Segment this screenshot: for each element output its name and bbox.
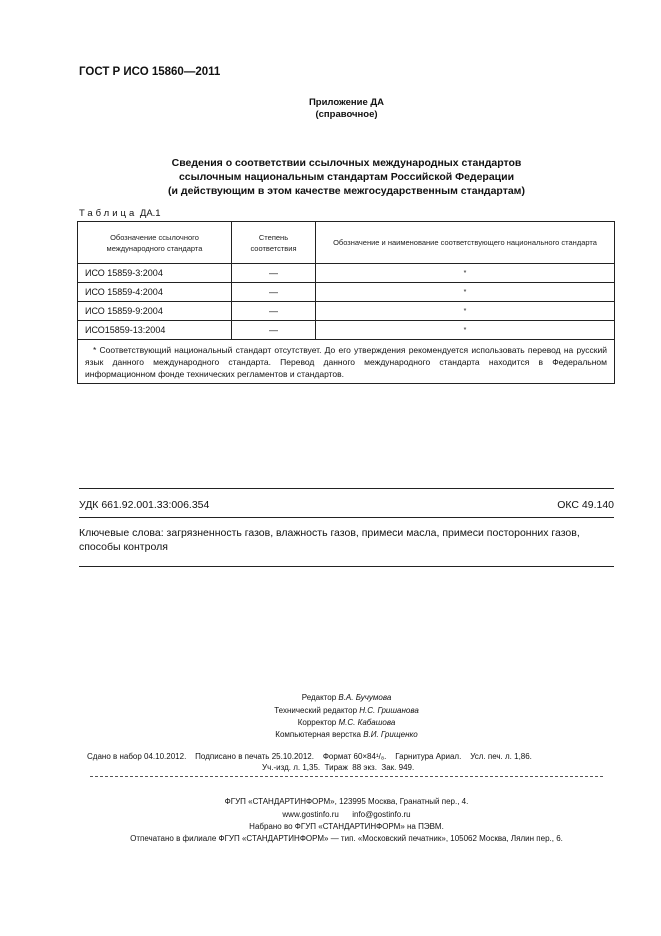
udk-code: УДК 661.92.001.33:006.354 [79, 499, 210, 511]
note-mark: * [93, 345, 97, 355]
print-details-line-1: Сдано в набор 04.10.2012. Подписано в печать 25.10.2012. Формат 60×84¹/₈. Гарнитура Ариал. Усл. печ. л. 1,86. [87, 752, 532, 761]
divider-bottom [79, 566, 614, 567]
cell-national: * [316, 302, 615, 321]
col-header-reference: Обозначение ссылочного международного стандарта [78, 222, 232, 264]
cell-national: * [316, 321, 615, 340]
cell-reference: ИСО 15859-3:2004 [78, 264, 232, 283]
section-title-line-3: (и действующим в этом качестве межгосударственным стандартам) [168, 185, 525, 197]
cell-reference: ИСО 15859-4:2004 [78, 283, 232, 302]
cell-degree: — [232, 283, 316, 302]
dashed-divider [90, 776, 603, 777]
keywords: Ключевые слова: загрязненность газов, влажность газов, примеси масла, примеси посторонних газов, способы контроля [79, 527, 580, 553]
note-text: Соответствующий национальный стандарт отсутствует. До его утверждения рекомендуется использовать перевод на русский язык данного международного стандарта. Перевод данного международного стандарта находится в Федеральном информационном фонде технических регламентов и стандартов. [85, 345, 607, 379]
standard-header: ГОСТ Р ИСО 15860—2011 [79, 66, 221, 78]
table-row [78, 302, 615, 321]
col-header-national: Обозначение и наименование соответствующего национального стандарта [316, 222, 615, 264]
publisher-contacts: www.gostinfo.ru info@gostinfo.ru [282, 810, 411, 819]
table-row [78, 283, 615, 302]
divider-top [79, 488, 614, 489]
table-row [78, 264, 615, 283]
table-caption-word: Таблица [79, 208, 138, 219]
cell-reference: ИСО 15859-9:2004 [78, 302, 232, 321]
typeset-info: Набрано во ФГУП «СТАНДАРТИНФОРМ» на ПЭВМ. [249, 822, 444, 831]
print-details-line-2: Уч.-изд. л. 1,35. Тираж 88 экз. Зак. 949. [262, 763, 415, 772]
publisher-address: ФГУП «СТАНДАРТИНФОРМ», 123995 Москва, Гранатный пер., 4. [224, 797, 469, 806]
oks-code: ОКС 49.140 [557, 499, 614, 511]
cell-degree: — [232, 264, 316, 283]
appendix-subtitle: (справочное) [315, 109, 378, 120]
reference-table [77, 221, 615, 384]
editor-label: Редактор [301, 693, 337, 702]
printed-info: Отпечатано в филиале ФГУП «СТАНДАРТИНФОРМ» — тип. «Московский печатник», 105062 Москва, Лялин пер., 6. [130, 834, 563, 843]
layout-label: Компьютерная верстка [275, 730, 361, 739]
section-title-line-2: ссылочным национальным стандартам Российской Федерации [178, 171, 515, 183]
section-title-line-1: Сведения о соответствии ссылочных международных стандартов [171, 157, 522, 169]
appendix-title: Приложение ДА [308, 97, 385, 108]
col-header-degree: Степень соответствия [232, 222, 316, 264]
table-header-row [78, 222, 615, 264]
divider-middle [79, 517, 614, 518]
cell-degree: — [232, 321, 316, 340]
cell-national: * [316, 283, 615, 302]
tech-editor-label: Технический редактор [274, 706, 358, 715]
tech-editor-name: Н.С. Гришанова [359, 706, 419, 715]
cell-national: * [316, 264, 615, 283]
table-caption [79, 208, 161, 219]
table-note [78, 340, 615, 384]
layout-name: В.И. Грищенко [363, 730, 418, 739]
cell-degree: — [232, 302, 316, 321]
table-row [78, 321, 615, 340]
imprint-editor [0, 691, 661, 704]
cell-reference: ИСО15859-13:2004 [78, 321, 232, 340]
table-note-row [78, 340, 615, 384]
imprint-layout [0, 728, 661, 741]
table-caption-number: ДА.1 [139, 208, 161, 219]
corrector-label: Корректор [297, 718, 337, 727]
corrector-name: М.С. Кабашова [338, 718, 396, 727]
editor-name: В.А. Бучумова [338, 693, 392, 702]
